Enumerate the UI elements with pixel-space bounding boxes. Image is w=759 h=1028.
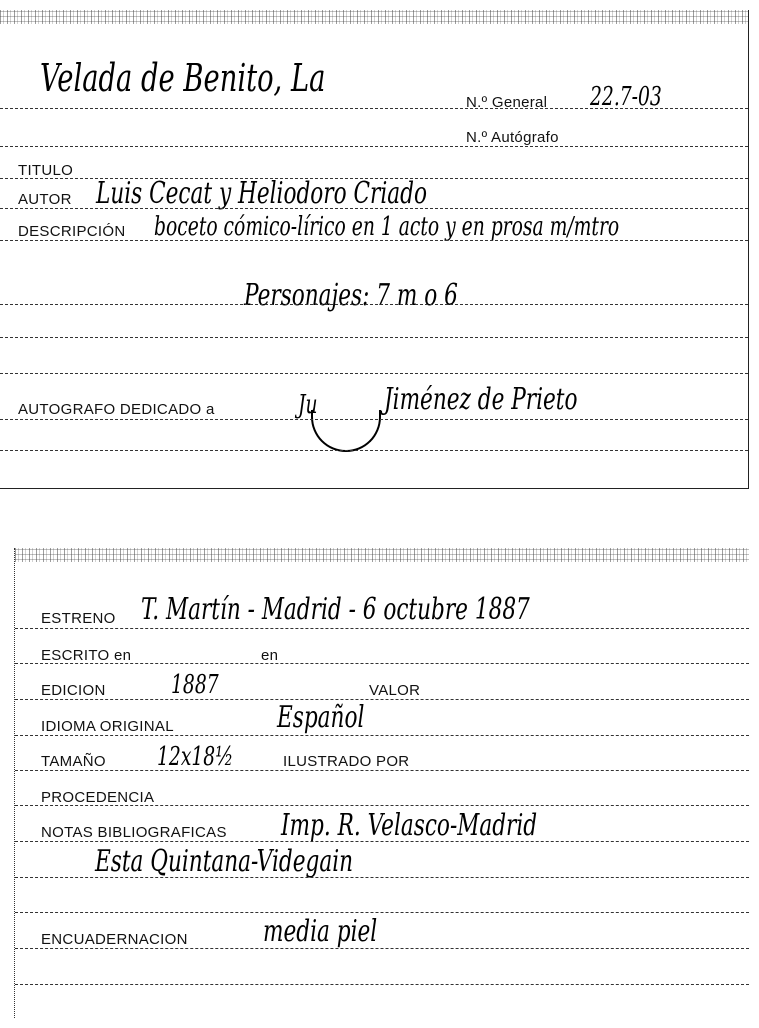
signature-stroke <box>311 410 381 452</box>
autor-value: Luis Cecat y Heliodoro Criado <box>96 176 427 211</box>
card-title-handwritten: Velada de Benito, La <box>40 56 326 100</box>
rule <box>0 240 748 241</box>
notas-value: Imp. R. Velasco-Madrid <box>281 808 538 843</box>
escrito-label: ESCRITO en <box>41 647 132 664</box>
autografo-value: Jiménez de Prieto <box>384 382 578 417</box>
rule <box>0 337 748 338</box>
descripcion-value: boceto cómico-lírico en 1 acto y en prosa m/mtro <box>154 212 620 242</box>
scan-noise <box>0 10 748 24</box>
rule <box>15 984 749 985</box>
numero-general-label: N.º General <box>466 94 548 111</box>
rule <box>15 948 749 949</box>
autografo-value-prefix: Ju <box>298 390 318 420</box>
edicion-value: 1887 <box>171 670 219 700</box>
titulo-label: TITULO <box>18 162 74 179</box>
estreno-value: T. Martín - Madrid - 6 octubre 1887 <box>141 592 530 627</box>
escrito-en-label: en <box>261 647 279 664</box>
descripcion-label: DESCRIPCIÓN <box>18 223 126 240</box>
encuadernacion-label: ENCUADERNACION <box>41 931 188 948</box>
rule <box>15 912 749 913</box>
rule <box>0 450 748 451</box>
valor-label: VALOR <box>369 682 421 699</box>
numero-autografo-label: N.º Autógrafo <box>466 129 559 146</box>
catalog-card-bottom <box>14 548 749 1018</box>
rule <box>0 373 748 374</box>
scan-noise <box>15 548 749 562</box>
rule <box>15 770 749 771</box>
rule <box>15 877 749 878</box>
rule <box>15 699 749 700</box>
rule <box>0 304 748 305</box>
tamano-value: 12x18½ <box>157 742 234 772</box>
idioma-value: Español <box>277 700 365 735</box>
encuadernacion-value: media piel <box>263 914 378 949</box>
rule <box>15 805 749 806</box>
rule <box>0 108 748 109</box>
autor-label: AUTOR <box>18 191 72 208</box>
rule <box>15 663 749 664</box>
autografo-label: AUTOGRAFO DEDICADO a <box>18 401 215 418</box>
rule <box>15 628 749 629</box>
edicion-label: EDICION <box>41 682 106 699</box>
estreno-label: ESTRENO <box>41 610 116 627</box>
rule <box>0 146 748 147</box>
tamano-label: TAMAÑO <box>41 753 106 770</box>
numero-general-value: 22.7-03 <box>590 82 662 112</box>
catalog-card-top <box>0 10 749 489</box>
procedencia-label: PROCEDENCIA <box>41 789 155 806</box>
personajes-value: Personajes: 7 m o 6 <box>244 278 458 313</box>
rule <box>0 208 748 209</box>
rule <box>0 419 748 420</box>
idioma-label: IDIOMA ORIGINAL <box>41 718 174 735</box>
ilustrado-label: ILUSTRADO POR <box>283 753 410 770</box>
notas-value-2: Esta Quintana-Videgain <box>95 844 354 879</box>
rule <box>15 735 749 736</box>
rule <box>15 841 749 842</box>
notas-label: NOTAS BIBLIOGRAFICAS <box>41 824 227 841</box>
